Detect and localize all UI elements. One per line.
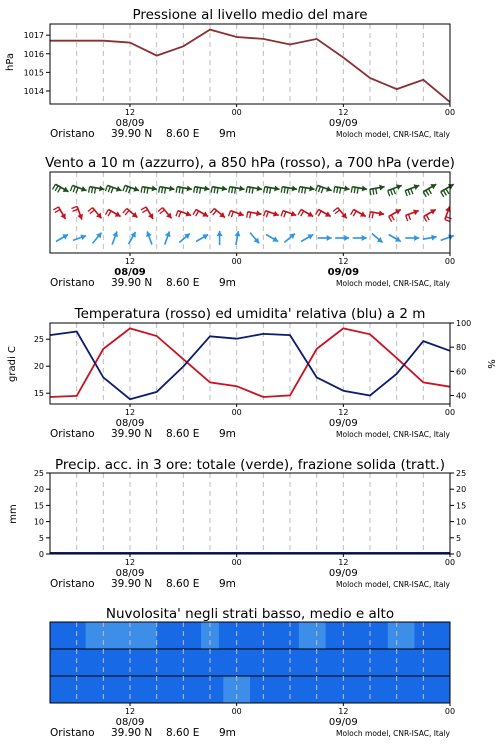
wind-700-arrow-barb xyxy=(284,187,285,193)
wind-700-arrow-barb xyxy=(249,187,250,193)
precip-y2-tick-label: 0 xyxy=(456,550,462,559)
model-credit: Moloch model, CNR-ISAC, Italy xyxy=(336,729,450,738)
cloud-x-axis xyxy=(116,703,456,728)
wind-700-arrow-barb xyxy=(58,187,61,192)
wind-10m-arrow-head xyxy=(362,235,367,241)
wind-700-arrow xyxy=(388,184,402,196)
wind-850-arrow xyxy=(281,211,296,218)
wind-700-arrow xyxy=(246,185,262,193)
wind-location xyxy=(50,277,451,289)
wind-700-arrow-barb xyxy=(165,188,166,194)
wind-10m-arrow xyxy=(353,235,367,241)
wind-10m-arrow xyxy=(284,234,295,243)
wind-700-arrow xyxy=(53,184,69,192)
location-lat: 39.90 N xyxy=(111,428,153,440)
wind-10m-arrow xyxy=(405,235,419,241)
wind-700-arrow-barb xyxy=(408,190,410,196)
wind-850-arrow-barb xyxy=(284,212,286,218)
temperature-x-tick-label: 12 xyxy=(338,408,349,417)
wind-700-arrow-barb xyxy=(95,188,96,194)
wind-850-arrow xyxy=(424,209,436,221)
wind-850-arrow xyxy=(389,209,401,221)
precip-y2-tick-label: 10 xyxy=(456,517,467,527)
model-credit: Moloch model, CNR-ISAC, Italy xyxy=(336,580,450,589)
wind-700-arrow-barb xyxy=(232,187,233,193)
wind-850-arrow-barb xyxy=(406,215,408,221)
wind-10m-arrow xyxy=(301,234,313,241)
precip-date-label: 08/09 xyxy=(115,568,145,579)
wind-700-arrow-barb xyxy=(235,188,236,194)
wind-x-tick-label: 12 xyxy=(124,257,136,266)
precip-y-tick-label: 0 xyxy=(38,550,44,559)
wind-700-arrow-barb xyxy=(428,189,431,194)
wind-850-arrow-barb xyxy=(426,215,429,220)
wind-700-arrow xyxy=(370,185,385,196)
wind-700-arrow-barb xyxy=(53,184,56,189)
pressure-frame xyxy=(50,24,450,104)
location-lon: 8.60 E xyxy=(166,578,200,590)
wind-10m-arrow xyxy=(335,235,349,241)
wind-700-arrow-barb xyxy=(376,188,377,194)
wind-850-arrow xyxy=(158,208,172,219)
wind-700-arrow-barb xyxy=(267,187,268,193)
wind-700-arrow xyxy=(351,185,367,193)
wind-700-arrow-barb xyxy=(318,186,320,192)
location-elevation: 9m xyxy=(219,277,236,289)
location-name: Oristano xyxy=(50,578,95,590)
wind-700-arrow-barb xyxy=(70,185,72,191)
location-name: Oristano xyxy=(50,277,95,289)
wind-date-label: 09/09 xyxy=(327,267,360,278)
wind-700-arrow-barb xyxy=(92,187,93,193)
wind-10m-arrow xyxy=(423,235,437,241)
pressure-line-group xyxy=(50,30,450,103)
wind-date-label: 08/09 xyxy=(114,267,146,278)
wind-850-arrow xyxy=(369,210,384,218)
precip-y2-tick-label: 25 xyxy=(456,469,467,478)
wind-700-arrow-barb xyxy=(200,188,201,194)
cloud-location xyxy=(50,727,451,739)
wind-850-arrow xyxy=(406,209,419,221)
pressure-location xyxy=(50,128,451,140)
wind-700-arrow-barb xyxy=(197,187,198,193)
wind-700-arrow-barb xyxy=(126,186,128,192)
wind-x-tick-label: 00 xyxy=(444,257,456,266)
wind-700-arrow xyxy=(176,185,192,193)
wind-700-arrow-barb xyxy=(305,188,306,194)
wind-850-arrow-barb xyxy=(108,211,111,216)
wind-850-arrow-barb xyxy=(333,208,338,212)
humidity-y-tick-label: 40 xyxy=(456,391,467,401)
wind-700-arrow-barb xyxy=(340,188,341,194)
wind-700-arrow-barb xyxy=(426,190,429,195)
wind-700-arrow-barb xyxy=(176,187,177,193)
wind-850-arrow-barb xyxy=(158,208,163,212)
temperature-y-label: gradi C xyxy=(7,346,18,382)
precip-x-tick-label: 12 xyxy=(124,558,136,567)
temperature-date-label: 09/09 xyxy=(328,418,358,429)
wind-850-arrow-barb xyxy=(176,211,178,217)
cloud-title: Nuvolosita' negli strati basso, medio e alto xyxy=(105,606,395,622)
wind-x-tick-label: 12 xyxy=(338,257,349,266)
wind-700-arrow-barb xyxy=(299,187,300,193)
wind-x-axis xyxy=(114,253,455,278)
precip-title: Precip. acc. in 3 ore: totale (verde), frazione solida (tratt.) xyxy=(55,457,445,473)
wind-10m-arrow-head xyxy=(217,231,223,236)
wind-850-arrow-barb xyxy=(210,209,214,214)
wind-850-arrow xyxy=(333,208,347,219)
wind-700-arrow-barb xyxy=(337,187,338,193)
precip-y-tick-label: 10 xyxy=(33,517,44,527)
pressure-title: Pressione al livello medio del mare xyxy=(132,7,368,23)
wind-850-arrow-barb xyxy=(389,217,392,222)
pressure-x-tick-label: 00 xyxy=(231,108,242,117)
wind-700-arrow-barb xyxy=(287,188,288,194)
wind-700-arrow xyxy=(423,184,436,197)
wind-title: Vento a 10 m (azzurro), a 850 hPa (rosso), a 700 hPa (verde) xyxy=(45,155,455,171)
wind-x-tick-label: 00 xyxy=(231,257,242,266)
wind-850-arrow-barb xyxy=(408,214,410,220)
pressure-y-tick-label: 1017 xyxy=(23,31,44,41)
wind-700-arrow-barb xyxy=(411,189,413,195)
pressure-grid xyxy=(77,24,424,104)
wind-700-arrow xyxy=(194,185,210,193)
wind-850-arrow-barb xyxy=(73,209,79,211)
wind-850-arrow-barb xyxy=(193,210,196,215)
cloud-x-tick-label: 12 xyxy=(124,707,136,716)
wind-10m-arrow xyxy=(165,231,171,244)
wind-850-arrow-barb xyxy=(88,208,93,212)
temperature-x-tick-label: 00 xyxy=(231,408,242,417)
wind-10m-arrow xyxy=(93,233,102,244)
wind-700-arrow xyxy=(405,184,419,196)
location-elevation: 9m xyxy=(219,727,236,739)
wind-850-arrow xyxy=(71,206,83,219)
wind-850-arrow-barb xyxy=(196,211,199,216)
wind-700-arrow xyxy=(441,184,454,197)
wind-850-arrow xyxy=(351,210,366,217)
humidity-y-tick-label: 60 xyxy=(456,367,467,377)
precip-grid xyxy=(77,473,424,554)
pressure-date-label: 08/09 xyxy=(115,118,145,129)
wind-700-arrow xyxy=(334,185,350,193)
wind-700-arrow-barb xyxy=(123,185,125,191)
pressure-x-tick-label: 00 xyxy=(444,108,456,117)
wind-700-arrow-barb xyxy=(302,187,303,193)
wind-700-arrow-barb xyxy=(211,187,212,193)
wind-700-arrow-barb xyxy=(393,189,395,195)
location-elevation: 9m xyxy=(219,128,236,140)
temperature-y-tick-label: 25 xyxy=(33,335,44,345)
model-credit: Moloch model, CNR-ISAC, Italy xyxy=(336,130,450,139)
temperature-line xyxy=(50,328,450,397)
precip-y-label: mm xyxy=(8,504,19,524)
wind-700-arrow xyxy=(70,185,86,193)
wind-700-arrow-barb xyxy=(351,187,352,193)
pressure-y-ticks xyxy=(24,31,50,96)
wind-700-arrow-barb xyxy=(105,185,107,191)
wind-700-arrow-barb xyxy=(108,186,110,192)
wind-850-arrow-barb xyxy=(353,211,356,216)
wind-700-arrow-barb xyxy=(264,187,265,193)
cloud-band-medio xyxy=(50,649,450,676)
precip-y2-tick-label: 5 xyxy=(456,533,462,543)
wind-700-arrow-barb xyxy=(334,187,335,193)
pressure-line xyxy=(50,30,450,103)
cloud-date-label: 09/09 xyxy=(328,717,358,728)
temperature-x-tick-label: 12 xyxy=(124,408,136,417)
wind-850-arrow-barb xyxy=(424,217,427,222)
wind-850-arrow-barb xyxy=(53,207,58,210)
wind-700-arrow xyxy=(105,185,121,193)
temperature-title: Temperatura (rosso) ed umidita' relativa (blu) a 2 m xyxy=(74,306,426,322)
wind-10m-arrow xyxy=(250,233,259,244)
cloud-date-label: 08/09 xyxy=(115,717,145,728)
wind-700-arrow-barb xyxy=(147,188,148,194)
wind-850-arrow-barb xyxy=(247,212,248,218)
humidity-y-ticks xyxy=(450,319,471,401)
location-lat: 39.90 N xyxy=(111,128,153,140)
wind-700-arrow-barb xyxy=(443,190,446,195)
wind-850-arrow-barb xyxy=(160,210,165,214)
wind-850-arrow-barb xyxy=(446,217,452,219)
pressure-y-tick-label: 1016 xyxy=(23,49,44,59)
wind-850-arrow-barb xyxy=(351,210,354,215)
temperature-y-tick-label: 20 xyxy=(33,362,44,372)
precip-x-tick-label: 12 xyxy=(338,558,349,567)
precip-location xyxy=(50,578,451,590)
humidity-y-tick-label: 80 xyxy=(456,343,467,353)
wind-700-arrow-barb xyxy=(214,187,215,193)
wind-700-arrow xyxy=(281,185,297,193)
wind-850-arrow xyxy=(298,210,313,217)
temperature-panel xyxy=(7,306,496,440)
wind-700-arrow-barb xyxy=(390,190,392,196)
wind-850-arrow xyxy=(141,207,153,219)
wind-10m-arrow xyxy=(441,234,454,240)
wind-850-arrow-barb xyxy=(179,212,181,218)
wind-850-arrow xyxy=(445,206,452,221)
wind-10m-arrow xyxy=(196,234,208,241)
precip-frame xyxy=(50,473,450,554)
location-lon: 8.60 E xyxy=(166,277,200,289)
wind-700-arrow-barb xyxy=(270,188,271,194)
wind-10m-arrow xyxy=(73,234,86,240)
wind-700-arrow xyxy=(211,185,227,193)
wind-10m-arrow xyxy=(112,231,118,244)
cloud-x-tick-label: 12 xyxy=(338,707,349,716)
wind-850-arrow-barb xyxy=(281,211,283,217)
wind-10m-arrow xyxy=(146,231,152,244)
wind-850-arrow-barb xyxy=(318,211,321,216)
wind-850-arrow xyxy=(247,210,262,218)
wind-850-arrow xyxy=(264,211,279,218)
wind-700-arrow xyxy=(264,185,280,193)
wind-700-arrow-barb xyxy=(194,187,195,193)
wind-700-arrow-barb xyxy=(217,188,218,194)
wind-10m-arrow xyxy=(235,231,241,245)
wind-10m-arrow-head xyxy=(344,235,349,241)
wind-700-arrow xyxy=(159,185,175,193)
precip-y2-ticks xyxy=(450,469,466,559)
location-name: Oristano xyxy=(50,128,95,140)
wind-10m-arrow xyxy=(318,235,332,241)
wind-700-arrow-barb xyxy=(55,186,58,191)
humidity-y-label: % xyxy=(485,359,496,369)
cloud-panel xyxy=(50,606,455,739)
wind-700-arrow-barb xyxy=(229,187,230,193)
temperature-y-tick-label: 15 xyxy=(33,389,44,399)
precip-y2-tick-label: 20 xyxy=(456,485,467,495)
wind-700-arrow-barb xyxy=(252,188,253,194)
wind-10m-arrow xyxy=(179,234,190,243)
precip-x-axis xyxy=(116,554,456,579)
wind-700-arrow-barb xyxy=(179,187,180,193)
location-elevation: 9m xyxy=(219,428,236,440)
pressure-y-tick-label: 1014 xyxy=(23,86,44,96)
wind-700-arrow-barb xyxy=(441,192,444,197)
cloud-segment-alto xyxy=(388,622,415,649)
location-lat: 39.90 N xyxy=(111,578,153,590)
wind-850-arrow-barb xyxy=(55,210,60,213)
wind-850-arrow-barb xyxy=(298,210,301,215)
wind-700-arrow-barb xyxy=(159,187,160,193)
wind-700-arrow-barb xyxy=(354,187,355,193)
wind-700-arrow xyxy=(123,185,139,193)
temperature-x-tick-label: 00 xyxy=(444,408,456,417)
wind-850-arrow xyxy=(210,209,225,218)
wind-700-arrow-barb xyxy=(246,187,247,193)
location-name: Oristano xyxy=(50,727,95,739)
wind-arrows-group xyxy=(53,184,454,245)
wind-10m-arrow xyxy=(56,234,68,241)
wind-10m-arrow-head xyxy=(414,235,419,241)
pressure-x-tick-label: 12 xyxy=(124,108,136,117)
precip-panel xyxy=(8,457,466,590)
wind-850-arrow-barb xyxy=(301,211,304,216)
wind-850-arrow xyxy=(88,208,102,219)
temperature-location xyxy=(50,428,451,440)
wind-850-arrow xyxy=(53,207,65,219)
wind-850-arrow-barb xyxy=(105,210,108,215)
wind-700-arrow-barb xyxy=(89,187,90,193)
wind-700-arrow-barb xyxy=(388,191,390,197)
temperature-y-ticks xyxy=(34,335,50,398)
cloud-x-tick-label: 00 xyxy=(444,707,456,716)
wind-850-arrow-barb xyxy=(141,207,146,210)
wind-850-arrow-barb xyxy=(372,212,373,218)
humidity-line xyxy=(50,332,450,400)
wind-850-arrow-barb xyxy=(142,210,147,213)
wind-10m-arrow xyxy=(217,231,223,245)
cloud-bands-group xyxy=(50,622,450,703)
pressure-x-axis xyxy=(116,104,456,129)
wind-850-arrow-barb xyxy=(231,212,233,218)
wind-700-arrow xyxy=(299,185,315,193)
pressure-x-tick-label: 12 xyxy=(338,108,349,117)
wind-700-arrow-barb xyxy=(111,187,113,193)
wind-700-arrow-barb xyxy=(321,187,323,193)
wind-850-arrow-barb xyxy=(125,210,129,215)
precip-y-tick-label: 25 xyxy=(33,469,44,478)
wind-850-arrow xyxy=(316,210,331,217)
wind-850-arrow-barb xyxy=(335,210,340,214)
wind-700-arrow xyxy=(141,185,157,193)
wind-700-arrow-barb xyxy=(73,186,75,192)
wind-10m-arrow-head xyxy=(327,235,332,241)
wind-850-arrow xyxy=(105,210,120,217)
wind-700-arrow-barb xyxy=(373,189,374,195)
precip-date-label: 09/09 xyxy=(328,568,358,579)
precip-y2-tick-label: 15 xyxy=(456,501,467,511)
temperature-date-label: 08/09 xyxy=(115,418,145,429)
wind-700-arrow-barb xyxy=(141,187,142,193)
cloud-segment-alto xyxy=(86,622,157,649)
wind-850-arrow-barb xyxy=(266,212,268,218)
wind-850-arrow-barb xyxy=(391,215,394,220)
temperature-x-axis xyxy=(116,404,456,429)
wind-700-arrow-barb xyxy=(162,187,163,193)
precip-y-tick-label: 5 xyxy=(38,533,44,543)
model-credit: Moloch model, CNR-ISAC, Italy xyxy=(336,279,450,288)
cloud-x-tick-label: 00 xyxy=(231,707,242,716)
wind-panel xyxy=(45,155,455,289)
wind-850-arrow xyxy=(193,210,208,217)
wind-850-arrow-barb xyxy=(250,212,251,218)
wind-850-arrow-barb xyxy=(213,210,217,215)
wind-850-arrow-barb xyxy=(369,212,370,218)
wind-700-arrow-barb xyxy=(357,188,358,194)
wind-850-arrow-barb xyxy=(228,211,230,217)
pressure-y-tick-label: 1015 xyxy=(23,68,44,78)
humidity-y-tick-label: 100 xyxy=(456,319,472,328)
location-name: Oristano xyxy=(50,428,95,440)
precip-y-tick-label: 20 xyxy=(33,485,44,495)
wind-700-arrow-barb xyxy=(446,189,449,194)
location-lat: 39.90 N xyxy=(111,277,153,289)
temperature-lines-group xyxy=(50,328,450,399)
location-lon: 8.60 E xyxy=(166,428,200,440)
precip-x-tick-label: 00 xyxy=(444,558,456,567)
location-elevation: 9m xyxy=(219,578,236,590)
precip-x-tick-label: 00 xyxy=(231,558,242,567)
cloud-segment-alto xyxy=(299,622,326,649)
wind-700-arrow xyxy=(89,185,105,193)
wind-850-arrow xyxy=(228,211,243,218)
location-lon: 8.60 E xyxy=(166,128,200,140)
wind-700-arrow-barb xyxy=(281,187,282,193)
wind-700-arrow-barb xyxy=(405,191,407,197)
location-lon: 8.60 E xyxy=(166,727,200,739)
pressure-panel xyxy=(5,7,455,140)
wind-700-arrow xyxy=(316,185,332,193)
pressure-date-label: 09/09 xyxy=(328,118,358,129)
model-credit: Moloch model, CNR-ISAC, Italy xyxy=(336,430,450,439)
wind-850-arrow-barb xyxy=(90,210,95,214)
wind-700-arrow-barb xyxy=(144,187,145,193)
precip-y-ticks xyxy=(34,469,50,559)
wind-10m-arrow xyxy=(266,235,278,242)
wind-850-arrow-barb xyxy=(123,209,127,214)
pressure-y-label: hPa xyxy=(5,52,16,72)
location-lat: 39.90 N xyxy=(111,727,153,739)
precip-y-tick-label: 15 xyxy=(33,501,44,511)
wind-10m-arrow xyxy=(372,234,383,243)
wind-10m-arrow xyxy=(389,235,401,242)
